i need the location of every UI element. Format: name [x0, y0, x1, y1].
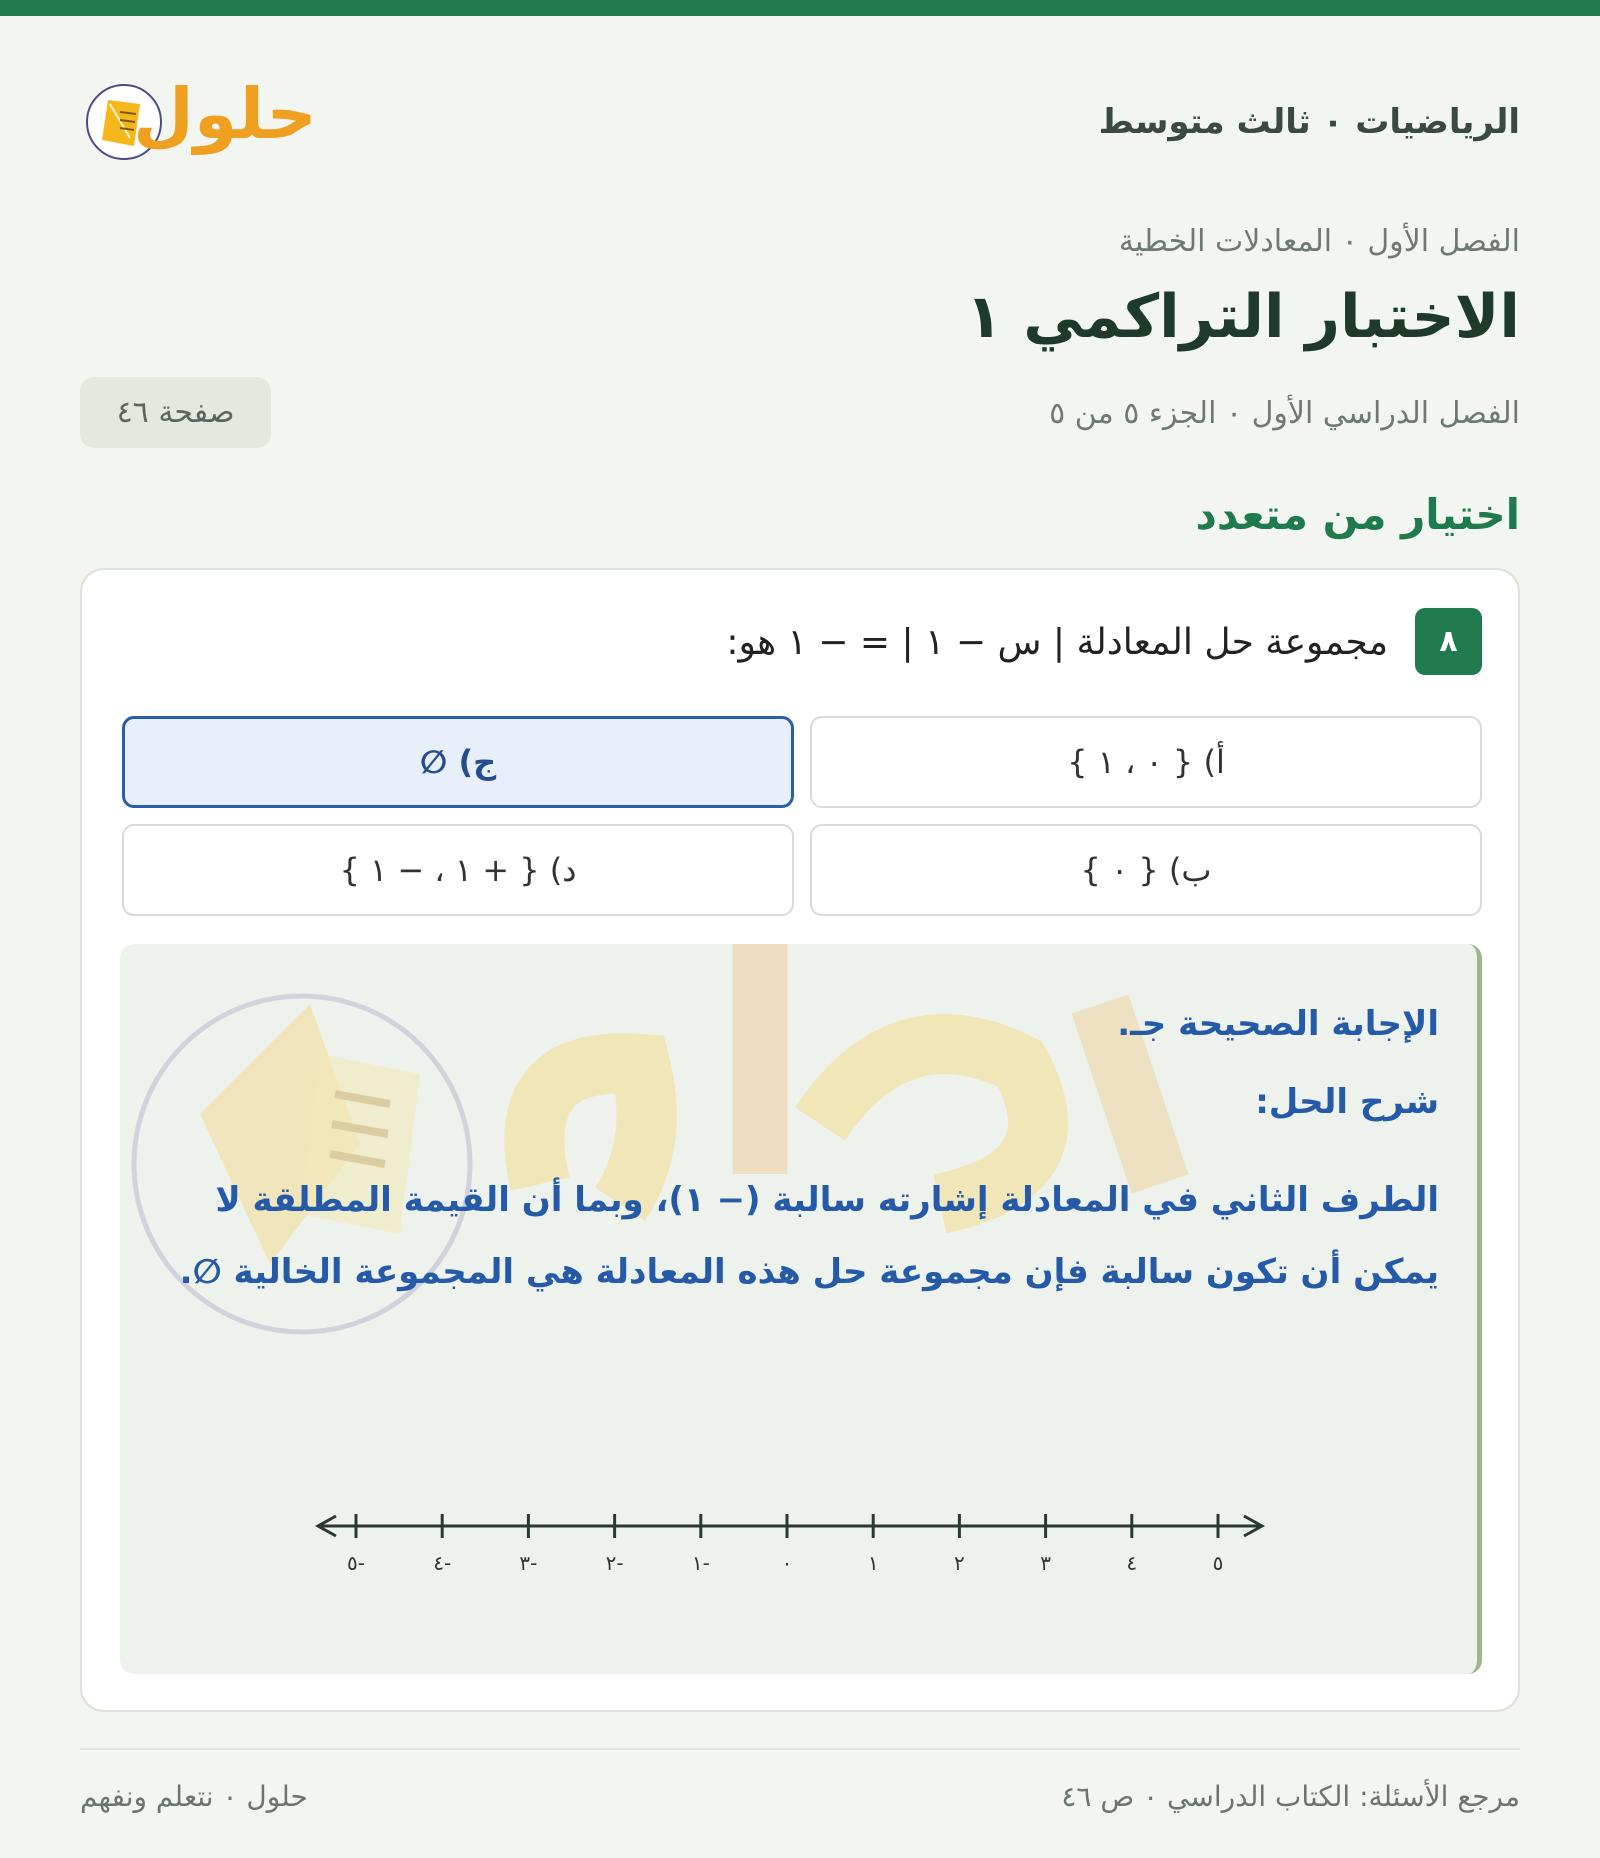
breadcrumb[interactable]: الفصل الأول ٠ المعادلات الخطية [1118, 224, 1520, 259]
logo-wordmark: حلول [133, 73, 317, 155]
term-info: الفصل الدراسي الأول ٠ الجزء ٥ من ٥ [1049, 396, 1520, 431]
footer-brand[interactable]: حلول ٠ نتعلم ونفهم [80, 1780, 308, 1813]
number-line-label: ٠ [781, 1551, 793, 1575]
number-line [310, 1504, 1270, 1584]
subject-title: الرياضيات ٠ ثالث متوسط [1098, 102, 1520, 142]
question-text: مجموعة حل المعادلة | س − ١ | = − ١ هو: [726, 622, 1388, 663]
solution-panel [120, 944, 1482, 1674]
number-line-label: ١ [867, 1551, 879, 1575]
number-line-label: -٢ [605, 1551, 624, 1575]
page-badge: صفحة ٤٦ [80, 377, 271, 448]
section-title: اختيار من متعدد [1195, 490, 1520, 539]
footer-reference: مرجع الأسئلة: الكتاب الدراسي ٠ ص ٤٦ [1061, 1780, 1520, 1813]
number-line-label: ٤ [1126, 1551, 1138, 1575]
number-line-label: ٢ [954, 1551, 965, 1575]
footer-divider [80, 1748, 1520, 1750]
page-title: الاختبار التراكمي ١ [965, 282, 1520, 352]
number-line-label: ٣ [1040, 1551, 1051, 1575]
question-number-badge: ٨ [1415, 608, 1482, 675]
solution-heading: شرح الحل: [1255, 1082, 1439, 1122]
correct-answer: الإجابة الصحيحة جـ. [1117, 1004, 1439, 1044]
number-line-label: -٤ [433, 1551, 452, 1575]
solution-text [160, 1004, 1439, 1308]
number-line-label: -١ [691, 1551, 710, 1575]
hloul-logo[interactable] [80, 60, 370, 180]
question-card [80, 568, 1520, 1712]
option-c[interactable]: ج) ∅ [122, 716, 794, 808]
top-accent-bar [0, 0, 1600, 16]
number-line-label: -٥ [347, 1551, 365, 1575]
number-line-label: -٣ [519, 1551, 538, 1575]
header [80, 60, 1520, 190]
solution-body: الطرف الثاني في المعادلة إشارته سالبة (− ١)، وبما أن القيمة المطلقة لا يمكن أن تكون سالبة فإن مجموعة حل هذه المعادلة هي المجموعة الخالية ∅. [179, 1180, 1439, 1292]
option-b[interactable]: ب) { ٠ } [810, 824, 1482, 916]
number-line-label: ٥ [1212, 1551, 1224, 1575]
option-a[interactable]: أ) { ٠ ، ١ } [810, 716, 1482, 808]
option-d[interactable]: د) { + ١ ، − ١ } [122, 824, 794, 916]
